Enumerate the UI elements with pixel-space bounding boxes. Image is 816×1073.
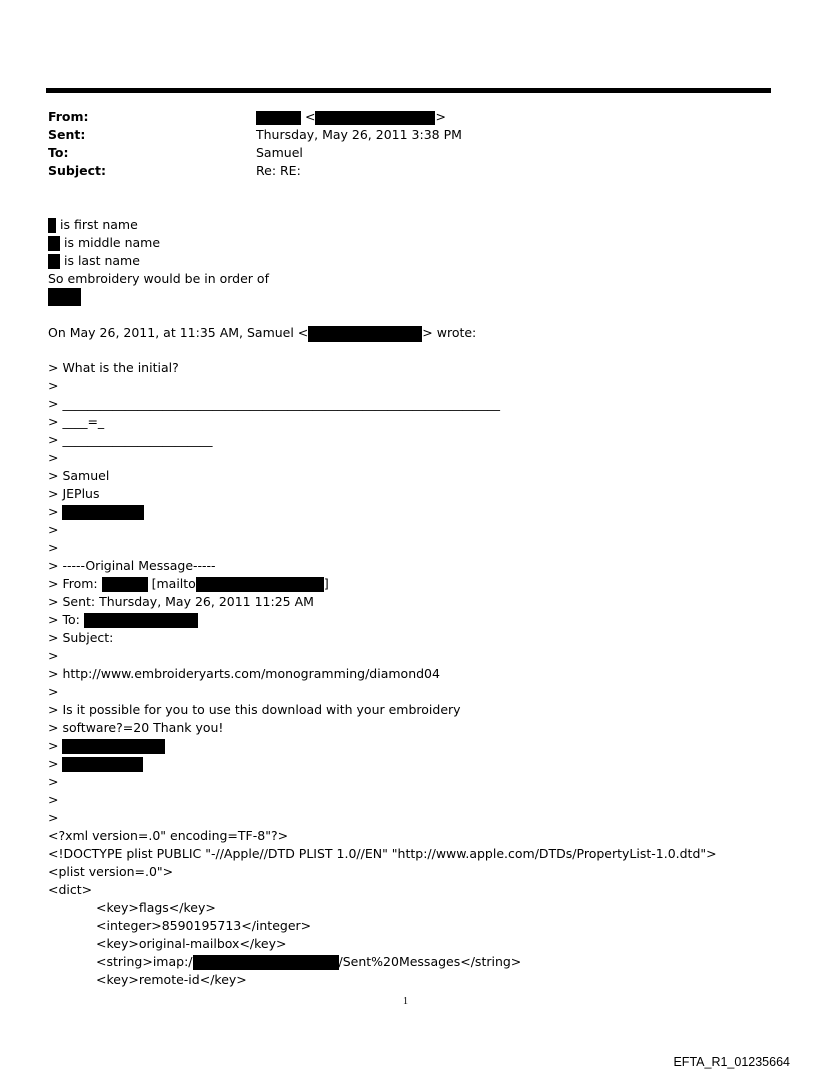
plist-line: <!DOCTYPE plist PUBLIC "-//Apple//DTD PLIST 1.0//EN" "http://www.apple.com/DTDs/PropertyList-1.0.dtd">: [48, 846, 717, 861]
redaction-box: [62, 739, 165, 754]
quote-line: > software?=20 Thank you!: [48, 720, 224, 735]
quote-line: > -----Original Message-----: [48, 558, 216, 573]
quote-line: >: [48, 810, 59, 825]
quote-line: > Sent: Thursday, May 26, 2011 11:25 AM: [48, 594, 314, 609]
order-line: So embroidery would be in order of: [48, 271, 269, 286]
plist-line: <integer>8590195713</integer>: [96, 918, 312, 933]
subject-label: Subject:: [48, 163, 106, 178]
quote-line: > ______________________________________________________________________: [48, 396, 500, 411]
redaction-box: [48, 236, 60, 251]
order-redaction-line: [48, 287, 81, 306]
quote-line: >: [48, 774, 59, 789]
quote-line: >: [48, 684, 59, 699]
redaction-box: [48, 218, 56, 233]
redaction-box: [193, 955, 339, 970]
to-label: To:: [48, 145, 69, 160]
subject-value: Re: RE:: [256, 163, 301, 178]
quote-line: >: [48, 792, 59, 807]
bates-number: EFTA_R1_01235664: [673, 1055, 790, 1069]
redaction-box: [84, 613, 198, 628]
quote-line: > From: [mailto ]: [48, 576, 329, 591]
quote-line: > ________________________: [48, 432, 213, 447]
redaction-box: [196, 577, 324, 592]
quote-line: >: [48, 755, 143, 773]
redaction-box: [48, 288, 81, 306]
wrote-line: On May 26, 2011, at 11:35 AM, Samuel < > wrote:: [48, 325, 477, 340]
plist-line: <key>original-mailbox</key>: [96, 936, 287, 951]
quote-line: > Samuel: [48, 468, 110, 483]
quote-line: > Subject:: [48, 630, 114, 645]
from-value: [256, 108, 446, 126]
quote-line: >: [48, 503, 144, 521]
first-name-line: is first name: [48, 216, 138, 234]
redaction-box: [308, 326, 422, 342]
middle-name-line: is middle name: [48, 234, 160, 252]
quote-line: >: [48, 378, 59, 393]
redaction-box: [62, 505, 144, 520]
plist-line: <key>flags</key>: [96, 900, 216, 915]
quote-line: > To:: [48, 611, 198, 629]
plist-line: <string>imap:/ /Sent%20Messages</string>: [96, 954, 522, 969]
quote-line: >: [48, 648, 59, 663]
quote-line: >: [48, 450, 59, 465]
from-lt: <: [304, 109, 316, 124]
header-rule: [46, 88, 771, 93]
plist-line: <key>remote-id</key>: [96, 972, 247, 987]
page-number: 1: [403, 996, 408, 1007]
redaction-box: [102, 577, 148, 592]
plist-line: <dict>: [48, 882, 93, 897]
from-gt: >: [435, 109, 446, 124]
quote-line: > ____=_: [48, 414, 105, 429]
to-value: Samuel: [256, 145, 303, 160]
plist-line: <?xml version=.0" encoding=TF-8"?>: [48, 828, 289, 843]
sent-label: Sent:: [48, 127, 86, 142]
last-name-line: is last name: [48, 252, 140, 270]
quote-url-line: > http://www.embroideryarts.com/monogramming/diamond04: [48, 666, 440, 681]
plist-line: <plist version=.0">: [48, 864, 174, 879]
quote-line: >: [48, 540, 59, 555]
redaction-box: [256, 111, 301, 125]
sent-value: Thursday, May 26, 2011 3:38 PM: [256, 127, 462, 142]
quote-line: >: [48, 522, 59, 537]
redaction-box: [315, 111, 435, 125]
redaction-box: [48, 254, 60, 269]
quote-line: > What is the initial?: [48, 360, 179, 375]
quote-line: >: [48, 737, 165, 755]
from-label: From:: [48, 109, 89, 124]
quote-line: > JEPlus: [48, 486, 100, 501]
redaction-box: [62, 757, 143, 772]
quote-line: > Is it possible for you to use this download with your embroidery: [48, 702, 461, 717]
